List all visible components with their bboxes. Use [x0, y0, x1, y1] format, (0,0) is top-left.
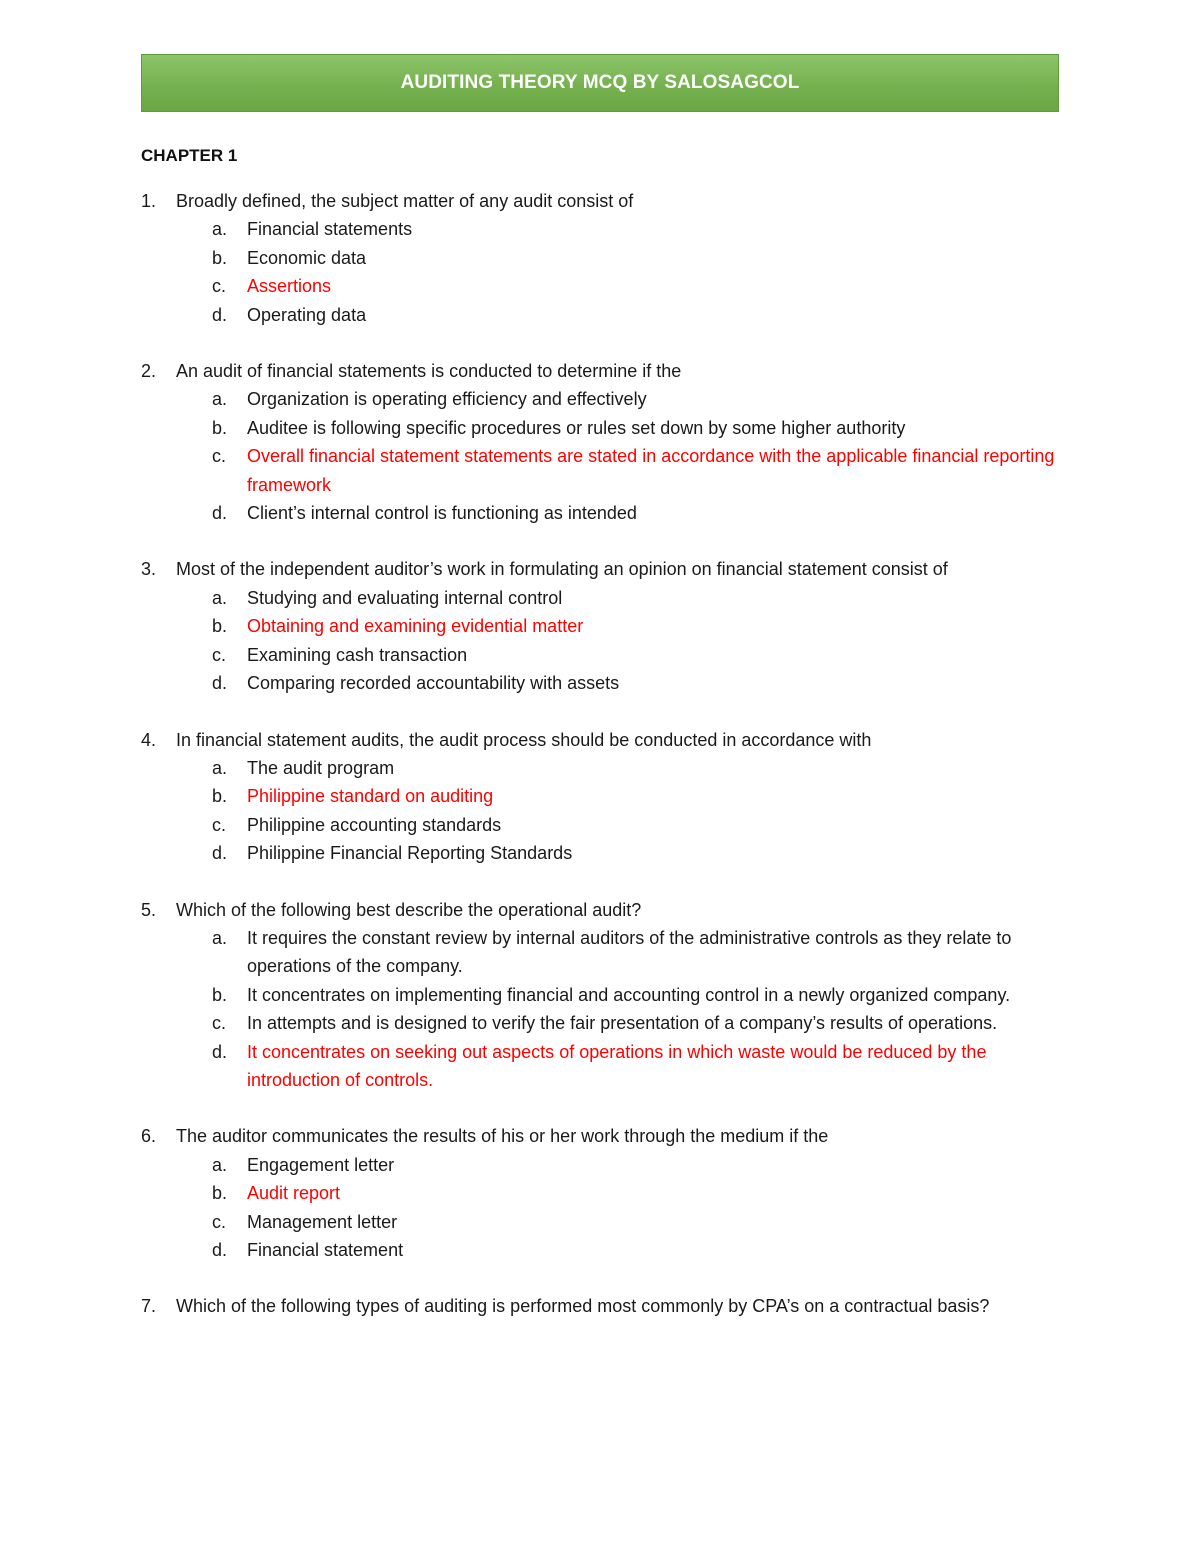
question-number: 5. [141, 899, 157, 920]
option-text: Financial statement [247, 1240, 404, 1260]
option-letter: a. [212, 757, 228, 778]
question-item [0, 357, 1200, 527]
option-letter: b. [212, 247, 228, 268]
answer-option [0, 924, 1200, 981]
option-text: Overall financial statement statements are stated in accordance with the applicable financial reporting framework [247, 446, 1055, 495]
option-letter: b. [212, 786, 228, 807]
answer-option [0, 1009, 1200, 1037]
question-item [0, 555, 1200, 697]
answer-option [0, 1236, 1200, 1264]
question-stem [0, 726, 1200, 754]
option-letter: c. [212, 1013, 227, 1034]
option-letter: b. [212, 417, 228, 438]
option-text: Operating data [247, 304, 367, 325]
option-letter: a. [212, 1154, 228, 1175]
answer-option [0, 1151, 1200, 1179]
option-text: Philippine Financial Reporting Standards [247, 843, 573, 864]
answer-option [0, 641, 1200, 669]
answer-option [0, 499, 1200, 527]
option-text: Assertions [247, 276, 332, 297]
title-banner [141, 54, 1059, 112]
answer-option [0, 414, 1200, 442]
question-item [0, 896, 1200, 1095]
answer-option-correct [0, 272, 1200, 300]
answer-option [0, 669, 1200, 697]
question-stem [0, 1292, 1200, 1320]
question-text: Broadly defined, the subject matter of any audit consist of [176, 191, 634, 211]
question-item [0, 1122, 1200, 1264]
option-text: Financial statements [247, 219, 413, 240]
option-text: Philippine standard on auditing [247, 786, 494, 807]
option-text: Auditee is following specific procedures or rules set down by some higher authority [247, 417, 906, 438]
answer-option [0, 301, 1200, 329]
question-text: The auditor communicates the results of his or her work through the medium if the [176, 1126, 829, 1147]
option-letter: c. [212, 814, 227, 835]
question-stem [0, 1122, 1200, 1150]
question-text: Which of the following best describe the operational audit? [176, 899, 642, 920]
option-letter: d. [212, 304, 228, 325]
question-stem [0, 896, 1200, 924]
answer-option [0, 1208, 1200, 1236]
question-stem [0, 187, 1200, 215]
answer-option [0, 754, 1200, 782]
option-letter: d. [212, 673, 228, 694]
option-text: Economic data [247, 247, 367, 268]
question-item [0, 726, 1200, 868]
option-letter: a. [212, 219, 228, 240]
option-letter: b. [212, 616, 228, 637]
option-letter: d. [212, 1041, 228, 1062]
option-letter: c. [212, 1211, 227, 1232]
answer-option [0, 385, 1200, 413]
question-list [0, 187, 1200, 1349]
option-text: It concentrates on implementing financial and accounting control in a newly organized company. [247, 984, 1011, 1005]
question-text: Most of the independent auditor’s work in formulating an opinion on financial statement consist of [176, 559, 948, 580]
question-text: Which of the following types of auditing is performed most commonly by CPA’s on a contractual basis? [176, 1296, 990, 1317]
answer-option [0, 981, 1200, 1009]
answer-option-correct [0, 612, 1200, 640]
question-stem [0, 555, 1200, 583]
answer-option-correct [0, 782, 1200, 810]
option-text: Comparing recorded accountability with assets [247, 673, 620, 694]
option-text: Obtaining and examining evidential matter [247, 616, 584, 637]
question-item [0, 187, 1200, 329]
option-letter: c. [212, 276, 227, 297]
answer-option [0, 215, 1200, 243]
question-text: An audit of financial statements is conducted to determine if the [176, 361, 682, 382]
option-text: Engagement letter [247, 1154, 395, 1175]
option-letter: d. [212, 503, 228, 524]
option-letter: d. [212, 843, 228, 864]
option-text: It concentrates on seeking out aspects of operations in which waste would be reduced by the introduction of controls. [247, 1041, 987, 1090]
option-letter: a. [212, 587, 228, 608]
answer-option-correct [0, 442, 1200, 499]
question-text: In financial statement audits, the audit process should be conducted in accordance with [176, 729, 872, 750]
option-letter: b. [212, 1183, 228, 1204]
answer-option [0, 839, 1200, 867]
question-number: 7. [141, 1296, 157, 1317]
option-text: Audit report [247, 1183, 341, 1204]
answer-option-correct [0, 1179, 1200, 1207]
option-text: Management letter [247, 1211, 398, 1232]
option-text: Studying and evaluating internal control [247, 587, 563, 608]
option-letter: b. [212, 984, 228, 1005]
option-text: The audit program [247, 757, 395, 778]
option-text: Examining cash transaction [247, 644, 468, 665]
answer-option [0, 811, 1200, 839]
answer-option-correct [0, 1038, 1200, 1095]
option-text: Client’s internal control is functioning as intended [247, 503, 637, 524]
question-number: 3. [141, 559, 157, 580]
chapter-heading: CHAPTER 1 [141, 146, 238, 165]
question-number: 4. [141, 729, 157, 750]
question-number: 2. [141, 361, 157, 382]
answer-option [0, 244, 1200, 272]
question-item [0, 1292, 1200, 1320]
option-text: Organization is operating efficiency and effectively [247, 389, 647, 410]
option-letter: c. [212, 644, 227, 665]
option-text: Philippine accounting standards [247, 814, 502, 835]
option-letter: c. [212, 446, 227, 467]
document-title: AUDITING THEORY MCQ BY SALOSAGCOL [400, 72, 800, 93]
option-letter: a. [212, 927, 228, 948]
option-letter: d. [212, 1240, 228, 1260]
answer-option [0, 584, 1200, 612]
option-text: It requires the constant review by internal auditors of the administrative controls as they relate to operations of the company. [247, 927, 1012, 977]
option-text: In attempts and is designed to verify the fair presentation of a company’s results of operations. [247, 1013, 998, 1034]
question-number: 6. [141, 1126, 157, 1147]
question-number: 1. [141, 191, 157, 211]
option-letter: a. [212, 389, 228, 410]
question-stem [0, 357, 1200, 385]
